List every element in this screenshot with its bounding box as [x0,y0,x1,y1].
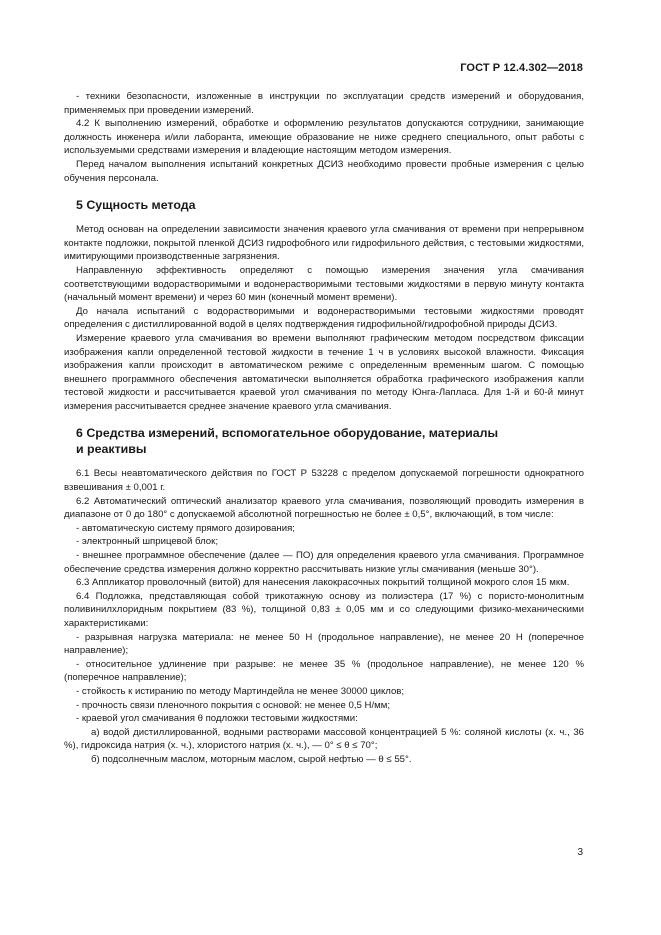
paragraph-6-3: 6.3 Аппликатор проволочный (витой) для нанесения лакокрасочных покрытий толщиной мокрого слоя 15 мкм. [76,577,570,589]
page-number: 3 [577,847,583,858]
section-5-paragraph-2: Направленную эффективность определяют с помощью измерения значения угла смачивания соответствующими водорастворимыми и водонерастворимыми тестовыми жидкостями в первую минуту контакта (начальный момент времени) и через 60 мин (конечный момент времени). [64,264,584,304]
paragraph-6-1: 6.1 Весы неавтоматического действия по ГОСТ Р 53228 с пределом допускаемой погрешности однократного взвешивания ± 0,001 г. [64,468,584,494]
section-6-heading [76,425,584,457]
intro-paragraph-3: Перед началом выполнения испытаний конкретных ДСИЗ необходимо провести пробные измерения с целью обучения персонала. [64,158,584,184]
document-code-header: ГОСТ Р 12.4.302—2018 [460,62,583,74]
sub-item-b: б) подсолнечным маслом, моторным маслом, сырой нефтью — θ ≤ 55°. [91,753,412,765]
list-item-6-4-d: - прочность связи пленочного покрытия с основой: не менее 0,5 Н/мм; [76,699,391,711]
list-item-6-4-a: - разрывная нагрузка материала: не менее 50 Н (продольное направление), не менее 20 Н (поперечное направление); [64,631,584,657]
page-body [64,90,584,767]
intro-paragraph-1: - техники безопасности, изложенные в инструкции по эксплуатации средств измерений и оборудования, применяемых при проведении измерений. [64,91,584,116]
list-item-6-4-b: - относительное удлинение при разрыве: не менее 35 % (продольное направление), не менее 120 % (поперечное направление); [64,658,584,684]
sub-item-a: а) водой дистиллированной, водными растворами массовой концентрацией 5 %: соляной кислоты (х. ч., 36 %), гидроксида натрия (х. ч.), хлористого натрия (х. ч.), — 0° ≤ θ ≤ 70°; [64,726,584,752]
list-item-6-2-b: - электронный шприцевой блок; [76,536,218,548]
paragraph-6-2: 6.2 Автоматический оптический анализатор краевого угла смачивания, позволяющий проводить измерения в диапазоне от 0 до 180° с допускаемой абсолютной погрешностью не более ± 0,5°, включающий, в том числе: [64,495,584,521]
section-5-paragraph-4: Измерение краевого угла смачивания во времени выполняют графическим методом посредством фиксации изображения капли определенной тестовой жидкости в течение 1 ч в условиях высокой влажности. Фиксация изображения капли происходит в автоматическом режиме с определенным временным шагом. С помощью внешнего программного обеспечения автоматически выполняется обработка графического изображения капли тестовой жидкости и рассчитывается краевой угол смачивания по методу Юнга-Лапласа. Для 1-й и 60-й минут измерения рассчитывается среднее значение краевого угла смачивания. [64,332,584,412]
list-item-6-4-c: - стойкость к истиранию по методу Мартиндейла не менее 30000 циклов; [76,685,405,697]
section-6-heading-line-2: и реактивы [76,442,147,457]
list-item-6-2-c: - внешнее программное обеспечение (далее — ПО) для определения краевого угла смачивания. Программное обеспечение средства измерения должно корректно рассчитывать низкие углы смачивания (меньше 30°). [64,550,584,575]
section-5-heading: 5 Сущность метода [76,198,196,213]
intro-paragraph-2: 4.2 К выполнению измерений, обработке и оформлению результатов допускаются сотрудники, занимающие должность инженера и/или лаборанта, имеющие образование не ниже среднего специального, опыт работы с используемыми средствами измерения и владеющие настоящим методом измерения. [64,118,584,157]
list-item-6-4-e: - краевой угол смачивания θ подложки тестовыми жидкостями: [76,713,358,725]
section-5-paragraph-3: До начала испытаний с водорастворимыми и водонерастворимыми тестовыми жидкостями проводят определения с дистиллированной водой в целях подтверждения гидрофильной/гидрофобной природы ДСИЗ. [64,305,584,331]
section-6-heading-line-1: 6 Средства измерений, вспомогательное оборудование, материалы [76,426,499,441]
list-item-6-2-a: - автоматическую систему прямого дозирования; [76,522,295,534]
paragraph-6-4: 6.4 Подложка, представляющая собой трикотажную основу из полиэстера (17 %) с пористо-монолитным поливинилхлоридным покрытием (83 %), толщиной 0,83 ± 0,05 мм и со следующими физико-механическими характеристиками: [64,590,584,629]
section-5-paragraph-1: Метод основан на определении зависимости значения краевого угла смачивания от времени при непрерывном контакте подложки, покрытой пленкой ДСИЗ гидрофобного или гидрофильного действия, с тестовыми жидкостями, имитирующими производственные загрязнения. [64,224,584,263]
